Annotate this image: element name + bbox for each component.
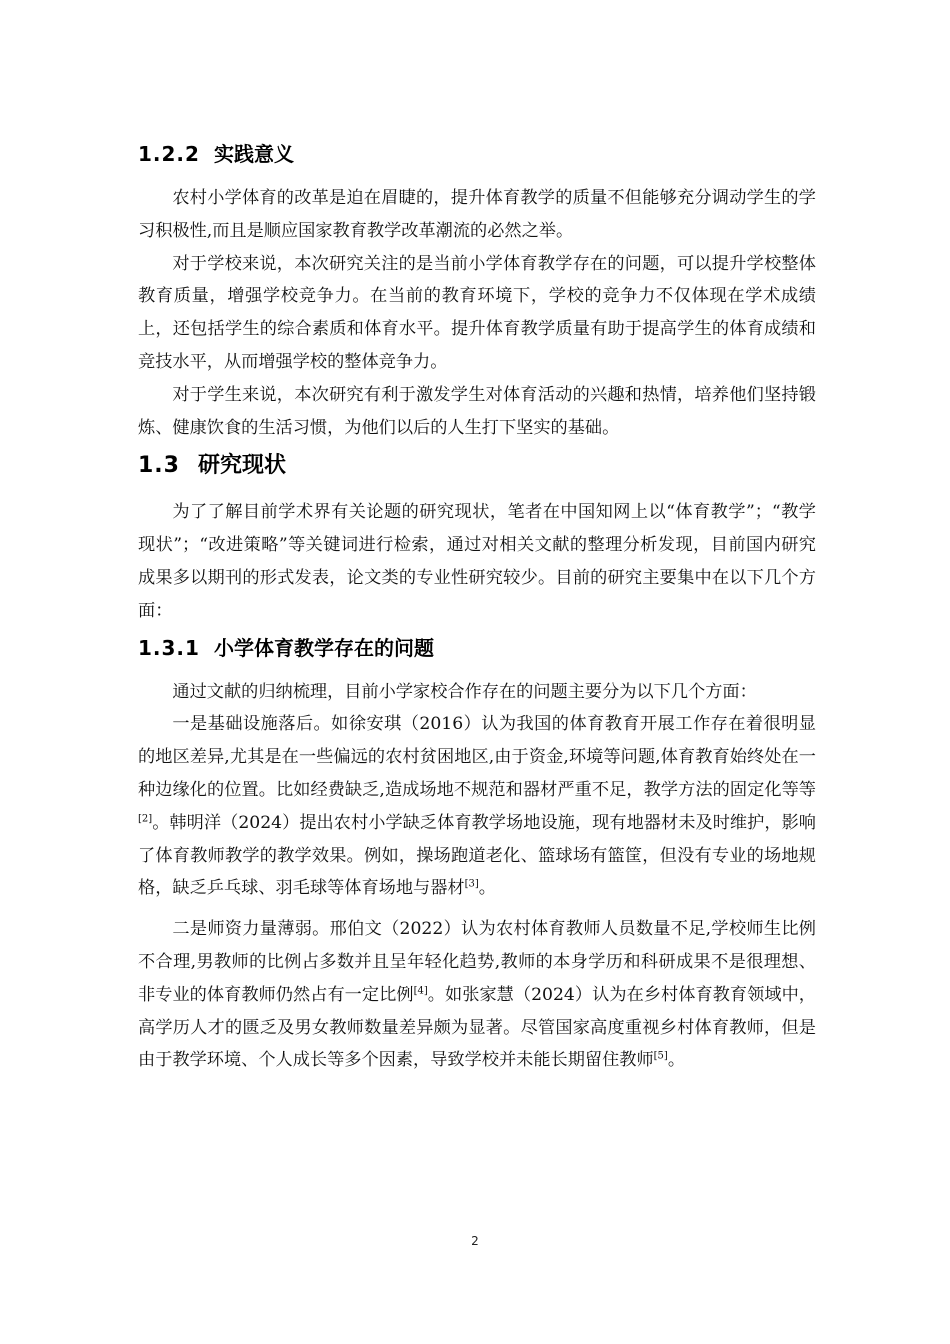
spacer: [138, 174, 816, 182]
heading-number: 1.3.1: [138, 635, 200, 660]
heading-1-3: [138, 446, 816, 486]
paragraph: 对于学校来说，本次研究关注的是当前小学体育教学存在的问题，可以提升学校整体教育质量，增强学校竞争力。在当前的教育环境下，学校的竞争力不仅体现在学术成绩上，还包括学生的综合素质和体育水平。提升体育教学质量有助于提高学生的体育成绩和竞技水平，从而增强学校的整体竞争力。: [138, 253, 816, 372]
heading-1-3-1: [138, 630, 816, 666]
heading-number: 1.2.2: [138, 142, 200, 166]
page-content: [138, 136, 816, 1077]
paragraph: 对于学生来说，本次研究有利于激发学生对体育活动的兴趣和热情，培养他们坚持锻炼、健康饮食的生活习惯，为他们以后的人生打下坚实的基础。: [138, 384, 816, 438]
paragraph-text: 。: [478, 878, 496, 899]
paragraph-text: 二是师资力量薄弱。邢伯文（2022）认为农村体育教师人员数量不足,学校师生比例不合理,男教师的比例占多数并且呈年轻化趋势,教师的本身学历和科研成果不是很理想、非专业的体育教师仍然占有一定比例: [138, 919, 816, 1005]
spacer: [138, 488, 816, 496]
heading-1-2-2: [138, 136, 816, 172]
heading-number: 1.3: [138, 453, 180, 479]
paragraph-text: 一是基础设施落后。如徐安琪（2016）认为我国的体育教育开展工作存在着很明显的地区差异,尤其是在一些偏远的农村贫困地区,由于资金,环境等问题,体育教育始终处在一种边缘化的位置。比如经费缺乏,造成场地不规范和器材严重不足，教学方法的固定化等等: [138, 714, 816, 800]
spacer: [138, 905, 816, 913]
paragraph: 农村小学体育的改革是迫在眉睫的，提升体育教学的质量不但能够充分调动学生的学习积极性,而且是顺应国家教育教学改革潮流的必然之举。: [138, 188, 816, 241]
heading-title: 实践意义: [214, 142, 294, 166]
paragraph-text: 。韩明洋（2024）提出农村小学缺乏体育教学场地设施，现有地器材未及时维护，影响了体育教师教学的教学效果。例如，操场跑道老化、篮球场有篮筐，但没有专业的场地规格，缺乏乒乓球、羽毛球等体育场地与器材: [138, 812, 816, 899]
spacer: [138, 668, 816, 676]
citation: [4]: [413, 985, 428, 996]
paragraph: [138, 708, 816, 905]
paragraph: 通过文献的归纳梳理，目前小学家校合作存在的问题主要分为以下几个方面：: [172, 681, 757, 702]
page-number: 2: [471, 1234, 479, 1248]
citation: [5]: [653, 1050, 668, 1062]
citation: [2]: [138, 813, 153, 825]
heading-title: 小学体育教学存在的问题: [214, 635, 434, 660]
paragraph: [138, 913, 816, 1077]
paragraph-text: 。: [667, 1050, 686, 1071]
paragraph-text: 。如张家慧（2024）认为在乡村体育教育领域中，高学历人才的匮乏及男女教师数量差异颇为显著。尽管国家高度重视乡村体育教师，但是由于教学环境、个人成长等多个因素，导致学校并未能长期留住教师: [138, 984, 816, 1071]
heading-title: 研究现状: [198, 453, 287, 479]
paragraph: 为了了解目前学术界有关论题的研究现状，笔者在中国知网上以“体育教学”；“教学现状”；“改进策略”等关键词进行检索，通过对相关文献的整理分析发现，目前国内研究成果多以期刊的形式发表，论文类的专业性研究较少。目前的研究主要集中在以下几个方面：: [138, 502, 816, 621]
citation: [3]: [464, 878, 479, 890]
